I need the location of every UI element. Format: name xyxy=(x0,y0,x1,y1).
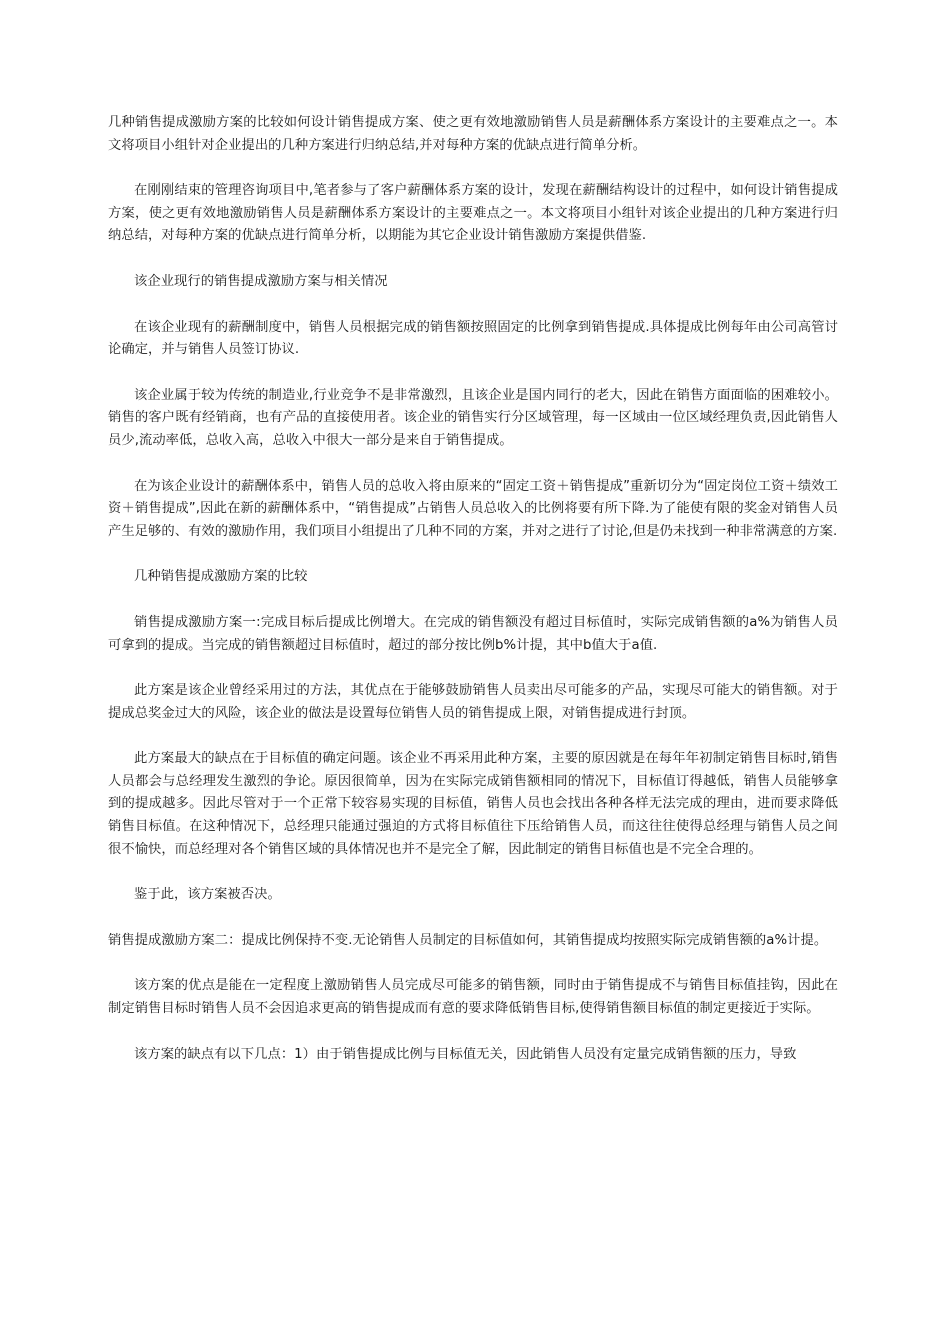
section-heading-current-scheme: 该企业现行的销售提成激励方案与相关情况 xyxy=(134,273,388,289)
current-system-paragraph: 在该企业现有的薪酬制度中，销售人员根据完成的销售额按照固定的比例拿到销售提成.具体提成比例每年由公司高管讨论确定，并与销售人员签订协议. xyxy=(108,319,838,358)
document-page xyxy=(108,112,838,1089)
plan-one-rejected-paragraph: 鉴于此，该方案被否决。 xyxy=(134,887,281,903)
intro-paragraph: 几种销售提成激励方案的比较如何设计销售提成方案、使之更有效地激励销售人员是薪酬体系方案设计的主要难点之一。本文将项目小组针对企业提出的几种方案进行归纳总结,并对每种方案的优缺点进行简单分析。 xyxy=(108,115,838,153)
new-system-paragraph: 在为该企业设计的薪酬体系中，销售人员的总收入将由原来的“固定工资＋销售提成”重新切分为“固定岗位工资＋绩效工资＋销售提成”,因此在新的薪酬体系中，“销售提成”占销售人员总收入的比例将要有所下降.为了能使有限的奖金对销售人员产生足够的、有效的激励作用，我们项目小组提出了几种不同的方案，并对之进行了讨论,但是仍未找到一种非常满意的方案. xyxy=(108,478,838,539)
plan-one-cons-paragraph: 此方案最大的缺点在于目标值的确定问题。该企业不再采用此种方案，主要的原因就是在每年年初制定销售目标时,销售人员都会与总经理发生激烈的争论。原因很简单，因为在实际完成销售额相同的情况下，目标值订得越低，销售人员能够拿到的提成越多。因此尽管对于一个正常下较容易实现的目标值，销售人员也会找出各种各样无法完成的理由，进而要求降低销售目标值。在这种情况下，总经理只能通过强迫的方式将目标值往下压给销售人员，而这往往使得总经理与销售人员之间很不愉快，而总经理对各个销售区域的具体情况也并不是完全了解，因此制定的销售目标值也是不完全合理的。 xyxy=(108,751,838,857)
plan-two-pros-paragraph: 该方案的优点是能在一定程度上激励销售人员完成尽可能多的销售额，同时由于销售提成不与销售目标值挂钩，因此在制定销售目标时销售人员不会因追求更高的销售提成而有意的要求降低销售目标,使得销售额目标值的制定更接近于实际。 xyxy=(108,978,838,1017)
plan-one-pros-paragraph: 此方案是该企业曾经采用过的方法，其优点在于能够鼓励销售人员卖出尽可能多的产品，实现尽可能大的销售额。对于提成总奖金过大的风险，该企业的做法是设置每位销售人员的销售提成上限，对销售提成进行封顶。 xyxy=(108,683,838,721)
plan-one-paragraph: 销售提成激励方案一:完成目标后提成比例增大。在完成的销售额没有超过目标值时，实际完成销售额的a%为销售人员可拿到的提成。当完成的销售额超过目标值时，超过的部分按比例b%计提，其中b值大于a值. xyxy=(108,614,838,653)
background-paragraph: 在刚刚结束的管理咨询项目中,笔者参与了客户薪酬体系方案的设计，发现在薪酬结构设计的过程中，如何设计销售提成方案，使之更有效地激励销售人员是薪酬体系方案设计的主要难点之一。本文将项目小组针对该企业提出的几种方案进行归纳总结，对每种方案的优缺点进行简单分析，以期能为其它企业设计销售激励方案提供借鉴. xyxy=(108,183,838,244)
section-heading-comparison: 几种销售提成激励方案的比较 xyxy=(134,569,308,585)
plan-two-cons-paragraph: 该方案的缺点有以下几点：1）由于销售提成比例与目标值无关，因此销售人员没有定量完成销售额的压力，导致 xyxy=(134,1046,797,1062)
industry-paragraph: 该企业属于较为传统的制造业,行业竞争不是非常激烈，且该企业是国内同行的老大，因此在销售方面面临的困难较小。销售的客户既有经销商，也有产品的直接使用者。该企业的销售实行分区域管理，每一区域由一位区域经理负责,因此销售人员少,流动率低，总收入高，总收入中很大一部分是来自于销售提成。 xyxy=(108,387,838,448)
plan-two-paragraph: 销售提成激励方案二：提成比例保持不变.无论销售人员制定的目标值如何，其销售提成均按照实际完成销售额的a%计提。 xyxy=(108,932,828,948)
